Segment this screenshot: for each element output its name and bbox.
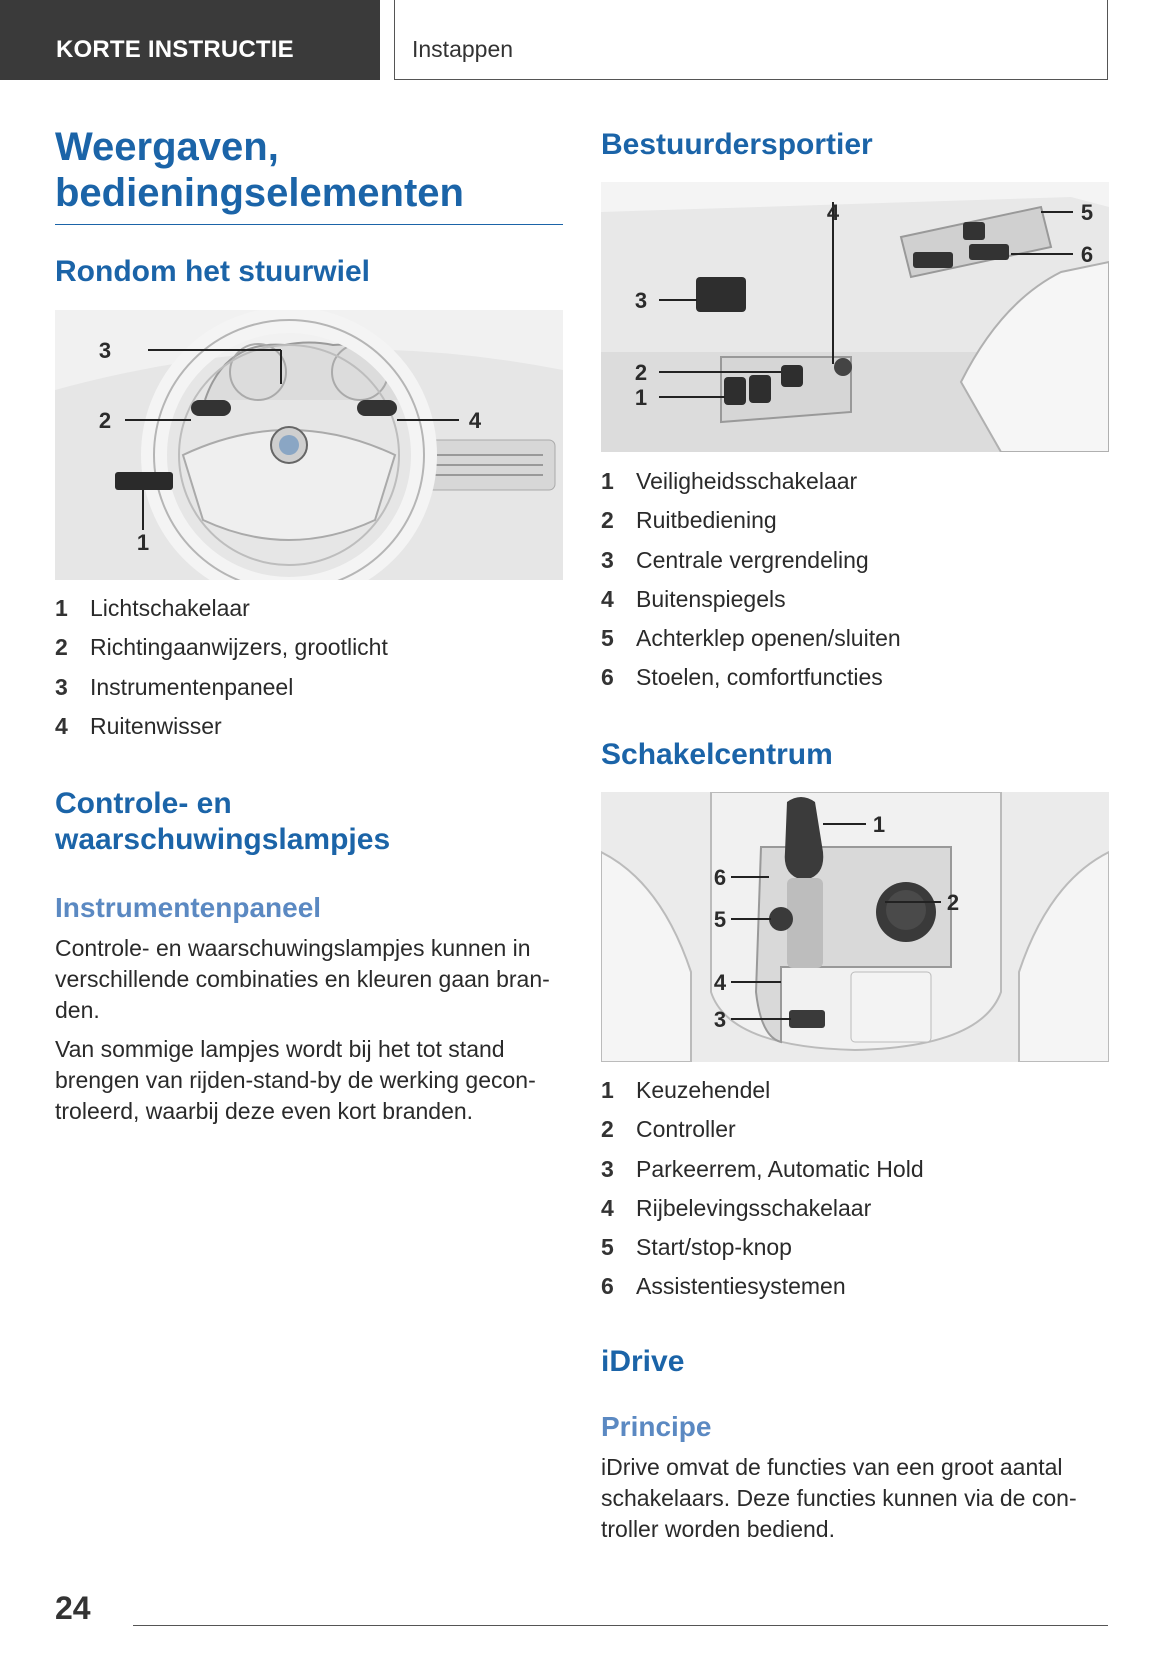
list-item: 2 Controller <box>601 1116 736 1143</box>
list-item: 1 Veiligheidsschakelaar <box>601 468 858 494</box>
chapter-header <box>394 0 1108 80</box>
console-legend <box>601 1071 1109 1307</box>
steering-callout-2: 2 <box>98 408 112 433</box>
door-callout-5: 5 <box>1080 200 1094 225</box>
center-console-illustration <box>601 792 1109 1062</box>
door-callout-6: 6 <box>1080 242 1094 267</box>
footer-divider <box>133 1625 1108 1626</box>
steering-wheel-illustration <box>55 310 563 580</box>
door-heading: Bestuurdersportier <box>601 128 873 161</box>
list-item: 4 Rijbelevingsschakelaar <box>601 1194 872 1221</box>
console-heading: Schakelcentrum <box>601 738 833 771</box>
idrive-subheading: Principe <box>601 1411 712 1442</box>
console-callout-4: 4 <box>713 970 727 995</box>
list-item: 2 Richtingaanwijzers, grootlicht <box>55 634 388 661</box>
list-item: 3 Centrale vergrendeling <box>601 546 869 573</box>
chapter-label: Instappen <box>412 36 514 62</box>
warning-heading: Controle- en waarschuwingslampjes <box>55 787 391 856</box>
section-label: KORTE INSTRUCTIE <box>56 36 294 63</box>
list-item: 6 Stoelen, comfortfuncties <box>601 664 883 691</box>
idrive-paragraph: iDrive omvat de functies van een groot aantal schakelaars. Deze functies kunnen via de con-troller worden bediend. <box>601 1454 1077 1542</box>
list-item: 3 Parkeerrem, Automatic Hold <box>601 1155 924 1182</box>
console-callout-5: 5 <box>713 907 727 932</box>
door-callout-1: 1 <box>634 385 648 410</box>
list-item: 1 Keuzehendel <box>601 1077 771 1103</box>
door-callout-4: 4 <box>826 200 840 225</box>
section-header <box>0 0 380 80</box>
console-callout-3: 3 <box>713 1007 727 1032</box>
steering-wheel-figure <box>55 310 563 580</box>
list-item: 2 Ruitbediening <box>601 507 777 534</box>
page-number: 24 <box>55 1590 91 1626</box>
steering-callout-3: 3 <box>98 338 112 363</box>
steering-heading: Rondom het stuurwiel <box>55 255 370 288</box>
door-legend <box>601 462 1109 698</box>
steering-legend <box>55 589 563 746</box>
page-title: Weergaven, bedieningselementen <box>55 124 563 225</box>
center-console-figure <box>601 792 1109 1062</box>
list-item: 5 Start/stop-knop <box>601 1234 792 1261</box>
steering-callout-4: 4 <box>468 408 482 433</box>
driver-door-illustration <box>601 182 1109 452</box>
idrive-heading: iDrive <box>601 1345 685 1378</box>
warning-subheading: Instrumentenpaneel <box>55 892 322 923</box>
warning-paragraph-1: Controle- en waarschuwingslampjes kunnen in verschillende combinaties en kleuren gaan bran-den. <box>55 935 550 1023</box>
list-item: 4 Ruitenwisser <box>55 712 222 739</box>
list-item: 5 Achterklep openen/sluiten <box>601 625 901 652</box>
list-item: 6 Assistentiesystemen <box>601 1273 846 1300</box>
list-item: 3 Instrumentenpaneel <box>55 673 294 700</box>
console-callout-2: 2 <box>946 890 960 915</box>
door-callout-2: 2 <box>634 360 648 385</box>
steering-callout-1: 1 <box>136 530 150 555</box>
console-callout-1: 1 <box>872 812 886 837</box>
list-item: 4 Buitenspiegels <box>601 585 786 612</box>
list-item: 1 Lichtschakelaar <box>55 595 250 621</box>
driver-door-figure <box>601 182 1109 452</box>
console-callout-6: 6 <box>713 865 727 890</box>
door-callout-3: 3 <box>634 288 648 313</box>
warning-paragraph-2: Van sommige lampjes wordt bij het tot stand brengen van rijden-stand-by de werking gecon-troleerd, waarbij deze even kort branden. <box>55 1036 536 1124</box>
